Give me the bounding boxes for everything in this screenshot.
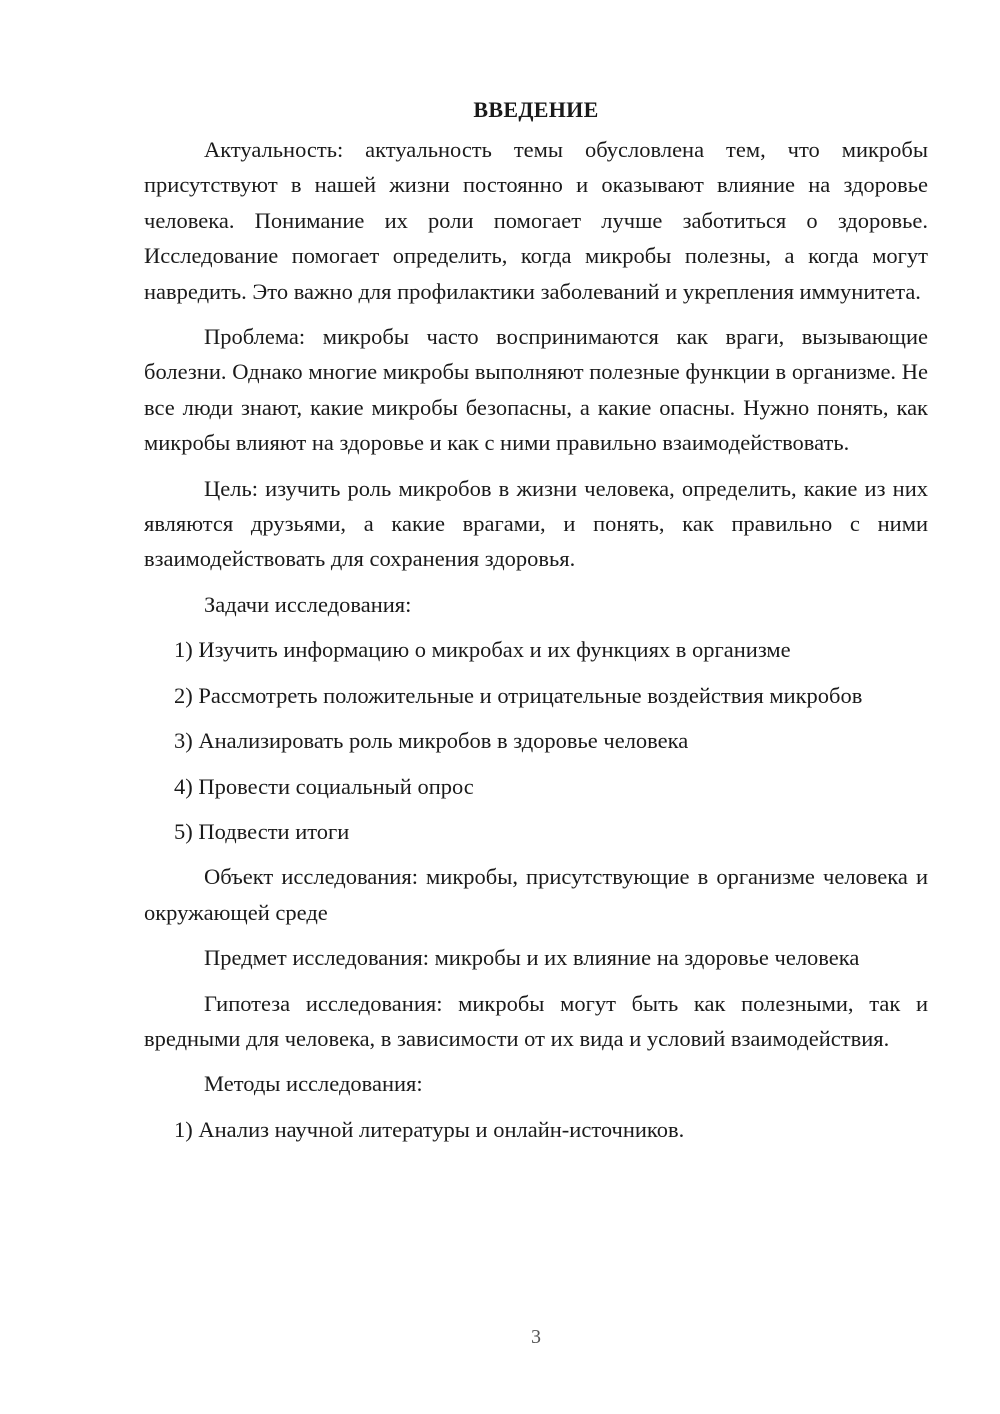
paragraph-problem: Проблема: микробы часто воспринимаются как враги, вызывающие болезни. Однако многие микробы выполняют полезные функции в организме. Не все люди знают, какие микробы безопасны, а какие опасны. Нужно понять, как микробы влияют на здоровье и как с ними правильно взаимодействовать. [144, 324, 928, 456]
section-title: ВВЕДЕНИЕ [473, 97, 599, 122]
paragraph-relevance: Актуальность: актуальность темы обусловлена тем, что микробы присутствуют в нашей жизни постоянно и оказывают влияние на здоровье человека. Понимание их роли помогает лучше заботиться о здоровье. Исследование помогает определить, когда микробы полезны, а когда могут навредить. Это важно для профилактики заболеваний и укрепления иммунитета. [144, 137, 928, 304]
document-page [144, 92, 928, 1157]
paragraph-object: Объект исследования: микробы, присутствующие в организме человека и окружающей среде [144, 864, 928, 925]
task-item-1: 1) Изучить информацию о микробах и их функциях в организме [174, 637, 791, 663]
task-item-2: 2) Рассмотреть положительные и отрицательные воздействия микробов [174, 682, 863, 708]
tasks-heading: Задачи исследования: [204, 591, 412, 617]
task-item-4: 4) Провести социальный опрос [174, 773, 474, 799]
paragraph-subject: Предмет исследования: микробы и их влияние на здоровье человека [204, 945, 860, 971]
task-item-5: 5) Подвести итоги [174, 818, 350, 844]
task-item-3: 3) Анализировать роль микробов в здоровье человека [174, 728, 689, 754]
page-number: 3 [531, 1326, 541, 1348]
method-item-1: 1) Анализ научной литературы и онлайн-источников. [174, 1116, 685, 1142]
paragraph-hypothesis: Гипотеза исследования: микробы могут быть как полезными, так и вредными для человека, в зависимости от их вида и условий взаимодействия. [144, 990, 928, 1051]
methods-heading: Методы исследования: [204, 1071, 423, 1097]
paragraph-goal: Цель: изучить роль микробов в жизни человека, определить, какие из них являются друзьями, а какие врагами, и понять, как правильно с ними взаимодействовать для сохранения здоровья. [144, 475, 928, 572]
